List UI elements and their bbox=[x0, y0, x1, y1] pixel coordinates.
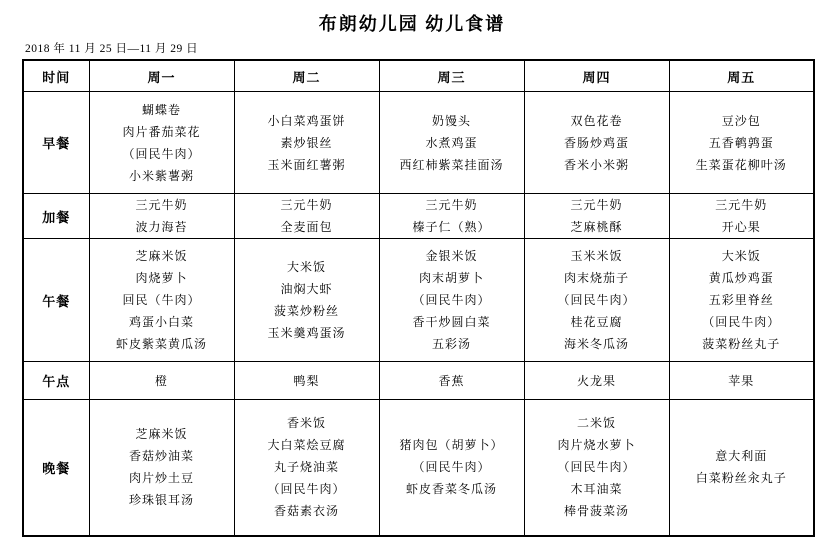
meal-row-breakfast bbox=[23, 92, 814, 194]
menu-cell-lunch-day5 bbox=[669, 239, 814, 362]
meal-label-lunch: 午餐 bbox=[23, 239, 89, 362]
menu-cell-breakfast-day2 bbox=[234, 92, 379, 194]
menu-item: 三元牛奶 bbox=[425, 198, 478, 212]
header-friday: 周五 bbox=[669, 60, 814, 92]
menu-item: 香菇炒油菜 bbox=[128, 449, 194, 464]
menu-cell-dinner-day1 bbox=[89, 400, 234, 536]
menu-item: 三元牛奶 bbox=[280, 198, 333, 212]
menu-item: 双色花卷 bbox=[570, 113, 623, 128]
meal-label-fruit: 午点 bbox=[23, 362, 89, 400]
date-range: 2018 年 11 月 25 日—11 月 29 日 bbox=[25, 43, 199, 55]
meal-label-breakfast: 早餐 bbox=[23, 92, 89, 194]
header-time: 时间 bbox=[23, 60, 89, 92]
menu-item: （回民牛肉） bbox=[122, 146, 201, 161]
menu-item: 蝴蝶卷 bbox=[141, 102, 181, 117]
menu-cell-dinner-day3 bbox=[379, 400, 524, 536]
menu-item: 香干炒圆白菜 bbox=[412, 315, 491, 329]
menu-item: 香米小米粥 bbox=[563, 157, 629, 172]
menu-item: 橙 bbox=[154, 373, 168, 388]
meal-row-snack bbox=[23, 194, 814, 239]
menu-item: 菠菜粉丝丸子 bbox=[702, 337, 781, 351]
meal-row-dinner bbox=[23, 400, 814, 536]
header-tuesday: 周二 bbox=[234, 60, 379, 92]
menu-item: 芝麻桃酥 bbox=[570, 220, 623, 234]
menu-item: 三元牛奶 bbox=[135, 198, 188, 212]
menu-item: （回民牛肉） bbox=[412, 460, 491, 475]
menu-item: （回民牛肉） bbox=[557, 293, 636, 307]
menu-cell-breakfast-day3 bbox=[379, 92, 524, 194]
menu-item: 玉米面红薯粥 bbox=[267, 157, 346, 172]
menu-item: 肉末胡萝卜 bbox=[418, 271, 484, 285]
menu-item: 生菜蛋花柳叶汤 bbox=[695, 157, 787, 172]
menu-cell-snack-day3 bbox=[379, 194, 524, 239]
menu-item: 素炒银丝 bbox=[280, 135, 333, 150]
meal-label-snack: 加餐 bbox=[23, 194, 89, 239]
menu-item: 猪肉包（胡萝卜） bbox=[399, 438, 504, 453]
menu-cell-breakfast-day1 bbox=[89, 92, 234, 194]
menu-item: 回民（牛肉） bbox=[122, 293, 201, 307]
menu-item: 五香鹌鹑蛋 bbox=[708, 135, 774, 150]
menu-item: 白菜粉丝汆丸子 bbox=[695, 471, 787, 486]
page-title: 布朗幼儿园 幼儿食谱 bbox=[318, 14, 506, 34]
menu-item: 海米冬瓜汤 bbox=[563, 337, 629, 351]
menu-cell-lunch-day1 bbox=[89, 239, 234, 362]
menu-cell-lunch-day2 bbox=[234, 239, 379, 362]
menu-item: 鸭梨 bbox=[293, 373, 320, 388]
menu-cell-fruit-day5 bbox=[669, 362, 814, 400]
menu-item: 五彩汤 bbox=[431, 337, 471, 351]
menu-cell-fruit-day3 bbox=[379, 362, 524, 400]
menu-item: 二米饭 bbox=[576, 416, 616, 431]
menu-item: 小米紫薯粥 bbox=[128, 168, 194, 183]
menu-item: 豆沙包 bbox=[721, 113, 761, 128]
menu-cell-lunch-day3 bbox=[379, 239, 524, 362]
menu-item: 西红柿紫菜挂面汤 bbox=[399, 157, 504, 172]
meal-row-lunch bbox=[23, 239, 814, 362]
menu-item: 五彩里脊丝 bbox=[708, 293, 774, 307]
menu-item: （回民牛肉） bbox=[412, 293, 491, 307]
menu-item: （回民牛肉） bbox=[702, 315, 781, 329]
header-thursday: 周四 bbox=[524, 60, 669, 92]
menu-item: 香菇素衣汤 bbox=[273, 504, 339, 519]
header-monday: 周一 bbox=[89, 60, 234, 92]
menu-cell-snack-day4 bbox=[524, 194, 669, 239]
menu-item: （回民牛肉） bbox=[267, 482, 346, 497]
menu-item: 全麦面包 bbox=[280, 220, 333, 234]
menu-cell-fruit-day2 bbox=[234, 362, 379, 400]
menu-item: 金银米饭 bbox=[425, 249, 478, 263]
menu-item: 开心果 bbox=[721, 220, 761, 234]
menu-item: 水煮鸡蛋 bbox=[425, 135, 478, 150]
weekly-menu-table bbox=[22, 59, 815, 537]
menu-item: 肉片番茄菜花 bbox=[122, 124, 201, 139]
menu-item: 大米饭 bbox=[286, 260, 326, 274]
menu-cell-fruit-day4 bbox=[524, 362, 669, 400]
header-wednesday: 周三 bbox=[379, 60, 524, 92]
menu-cell-dinner-day4 bbox=[524, 400, 669, 536]
menu-item: 黄瓜炒鸡蛋 bbox=[708, 271, 774, 285]
menu-item: 丸子烧油菜 bbox=[273, 460, 339, 475]
menu-item: 珍珠银耳汤 bbox=[128, 493, 194, 508]
meal-row-fruit bbox=[23, 362, 814, 400]
menu-table-body bbox=[23, 92, 814, 536]
menu-item: 肉烧萝卜 bbox=[135, 271, 188, 285]
menu-item: 三元牛奶 bbox=[715, 198, 768, 212]
menu-cell-snack-day1 bbox=[89, 194, 234, 239]
menu-item: 桂花豆腐 bbox=[570, 315, 623, 329]
menu-item: 苹果 bbox=[728, 373, 755, 388]
menu-item: 香米饭 bbox=[286, 416, 326, 431]
menu-cell-snack-day5 bbox=[669, 194, 814, 239]
menu-item: 香蕉 bbox=[438, 373, 465, 388]
menu-item: 肉片炒土豆 bbox=[128, 471, 194, 486]
menu-item: 玉米羹鸡蛋汤 bbox=[267, 326, 346, 340]
menu-item: 玉米米饭 bbox=[570, 249, 623, 263]
menu-item: （回民牛肉） bbox=[557, 460, 636, 475]
meal-label-dinner: 晚餐 bbox=[23, 400, 89, 536]
table-header-row bbox=[23, 60, 814, 92]
menu-cell-dinner-day5 bbox=[669, 400, 814, 536]
menu-item: 菠菜炒粉丝 bbox=[273, 304, 339, 318]
menu-item: 鸡蛋小白菜 bbox=[128, 315, 194, 329]
menu-item: 波力海苔 bbox=[135, 220, 188, 234]
menu-item: 木耳油菜 bbox=[570, 482, 623, 497]
menu-cell-snack-day2 bbox=[234, 194, 379, 239]
menu-item: 大米饭 bbox=[721, 249, 761, 263]
menu-cell-breakfast-day5 bbox=[669, 92, 814, 194]
menu-item: 芝麻米饭 bbox=[135, 427, 188, 442]
menu-cell-fruit-day1 bbox=[89, 362, 234, 400]
menu-item: 香肠炒鸡蛋 bbox=[563, 135, 629, 150]
menu-item: 三元牛奶 bbox=[570, 198, 623, 212]
menu-cell-dinner-day2 bbox=[234, 400, 379, 536]
menu-item: 棒骨菠菜汤 bbox=[563, 504, 629, 519]
menu-cell-lunch-day4 bbox=[524, 239, 669, 362]
menu-cell-breakfast-day4 bbox=[524, 92, 669, 194]
menu-item: 大白菜烩豆腐 bbox=[267, 438, 346, 453]
menu-item: 油焖大虾 bbox=[280, 282, 333, 296]
menu-item: 火龙果 bbox=[576, 373, 616, 388]
menu-item: 虾皮紫菜黄瓜汤 bbox=[115, 337, 207, 351]
menu-item: 虾皮香菜冬瓜汤 bbox=[405, 482, 497, 497]
menu-item: 肉末烧茄子 bbox=[563, 271, 629, 285]
menu-item: 小白菜鸡蛋饼 bbox=[267, 113, 346, 128]
menu-item: 肉片烧水萝卜 bbox=[557, 438, 636, 453]
menu-item: 奶馒头 bbox=[431, 113, 471, 128]
menu-item: 榛子仁（熟） bbox=[412, 220, 491, 234]
menu-item: 芝麻米饭 bbox=[135, 249, 188, 263]
menu-item: 意大利面 bbox=[715, 449, 768, 464]
